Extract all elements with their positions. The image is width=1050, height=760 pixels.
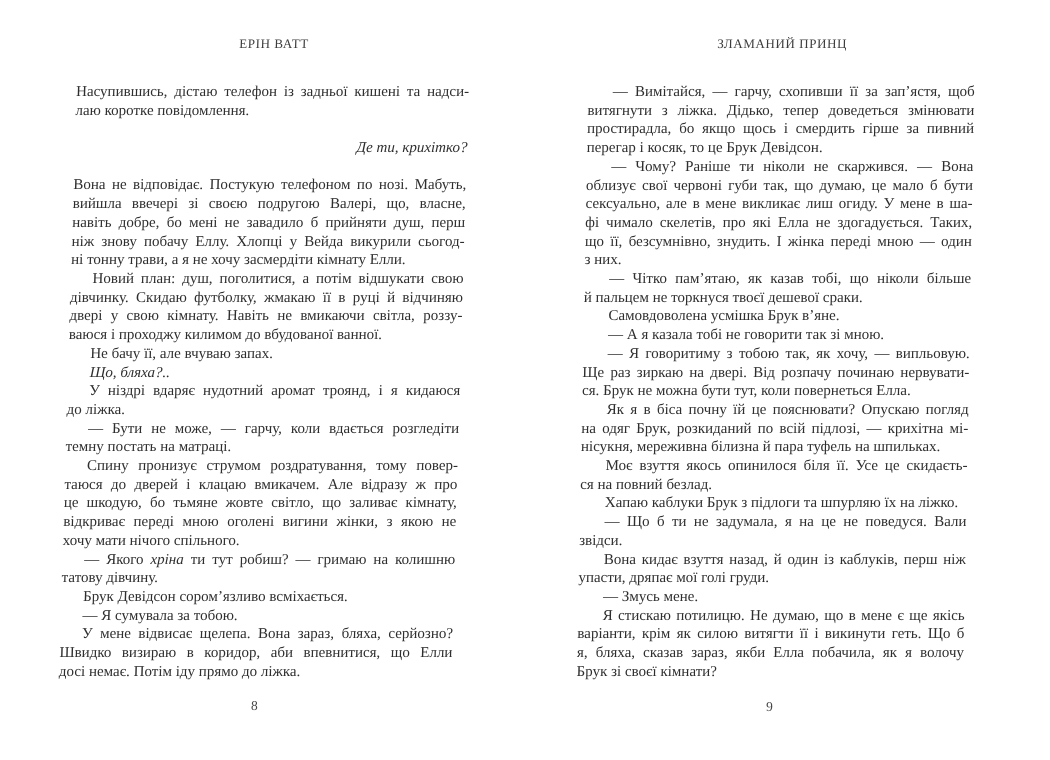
paragraph xyxy=(583,307,970,326)
text-line: — Бути не може, — гарчу, коли вдається розгледіти xyxy=(87,420,460,437)
text-line: упасти, дряпає мої голі груди. xyxy=(578,570,770,587)
text-line: лаю коротке повідомлення. xyxy=(75,102,250,119)
text-line: витягнути з ліжка. Дідько, тепер доведеться змінювати xyxy=(587,102,975,119)
text-line: Я стискаю потилицю. Не думаю, що в мене є ще якісь xyxy=(602,607,965,624)
paragraph xyxy=(69,270,464,345)
text-line: з них. xyxy=(584,252,622,269)
paragraph xyxy=(581,401,969,457)
paragraph xyxy=(580,457,968,494)
paragraph xyxy=(582,345,970,401)
paragraph xyxy=(60,607,454,626)
text-line: Насупившись, дістаю телефон із задньої кишені та надси- xyxy=(75,84,470,100)
page-right xyxy=(576,28,976,715)
text-line: ні тонну трави, а я не хочу засмердіти кімнату Елли. xyxy=(70,252,406,269)
text-line: простирадла, бо якщо щось і смердить гірше за пивний xyxy=(586,121,975,138)
paragraph xyxy=(584,270,972,307)
text-line: облизує свої червоні губи так, що думаю, це мало б бути xyxy=(585,177,974,194)
text-line: — А я казала тобі не говорити так зі мною. xyxy=(607,327,885,344)
text-line: — Що б ти не задумала, я на це не поведуся. Вали xyxy=(604,514,967,531)
text-line: — Вимітайся, — гарчу, схопивши її за зап’ястя, щоб xyxy=(612,84,975,100)
paragraph xyxy=(66,382,460,419)
paragraph xyxy=(578,588,965,607)
running-header-author: ЕРІН ВАТТ xyxy=(239,36,310,51)
text-line: дівчинку. Скидаю футболку, жмакаю її в руці й відчиняю xyxy=(69,289,464,306)
text-line: — Якого хріна ти тут робиш? — гримаю на колишню xyxy=(83,551,456,568)
page-left xyxy=(58,28,471,714)
text-line: Ще раз зиркаю на двері. Від розпачу починаю нервувати- xyxy=(582,364,970,381)
text-line: й пальцем не торкнуся твоєї дешевої сраки. xyxy=(583,289,863,306)
text-line: ваюся і проходжу килимом до вбудованої ванної. xyxy=(68,327,383,344)
paragraph xyxy=(65,420,459,457)
text-line: звідси. xyxy=(578,532,623,549)
text-line: татову дівчину. xyxy=(61,570,159,587)
text-line: нісукня, мереживна білизна й пара туфель на шпильках. xyxy=(580,439,941,456)
text-line: хочу мати нічого спільного. xyxy=(62,532,240,549)
text-line: Як я в біса почну їй це пояснювати? Опускаю погляд xyxy=(606,401,969,418)
paragraph xyxy=(61,551,455,588)
text-line: Хапаю каблуки Брук з підлоги та шпурляю їх на ліжко. xyxy=(604,495,959,512)
text-line: Самовдоволена усмішка Брук в’яне. xyxy=(608,308,840,325)
text-line: ся. Брук не можна бути тут, коли повернеться Елла. xyxy=(581,383,911,400)
paragraph xyxy=(68,345,462,364)
text-line: У мене відвисає щелепа. Вона зараз, бляха, серйозно? xyxy=(81,626,454,643)
text-line: фі чимало скелетів, про які Елла не здогадується. Таких, xyxy=(585,214,973,231)
text-line: сексуально, але в мене викликає лиш огиду. У мене в ша- xyxy=(585,196,973,213)
text-line: — Я говоритиму з тобою так, як хочу, — випльовую. xyxy=(607,345,970,362)
text-line: двері у свою кімнату. Навіть не вмикаючи світла, роззу- xyxy=(69,308,463,325)
page-body xyxy=(576,83,974,682)
text-line: темну постать на матраці. xyxy=(65,439,232,456)
text-line: — Змусь мене. xyxy=(602,588,699,605)
text-line: це шкодую, бо тьмяне жовте світло, що заливає кімнату, xyxy=(63,495,458,512)
paragraph xyxy=(75,83,469,120)
text-line: варіанти, крім як силою витягти її і викинути геть. Що б xyxy=(577,626,965,643)
running-header-title: ЗЛАМАНИЙ ПРИНЦ xyxy=(717,36,848,51)
text-line: Новий план: душ, поголитися, а потім відшукати свою xyxy=(92,271,464,287)
text-line: Вона не відповідає. Постукую телефоном по нозі. Мабуть, xyxy=(73,177,467,194)
text-line: — Чому? Раніше ти ніколи не скаржився. — Вона xyxy=(611,158,974,175)
text-line: на одяг Брук, розкиданий по всій підлозі, — крихітна мі- xyxy=(581,420,969,437)
text-line: Брук зі своєї кімнати? xyxy=(576,663,718,680)
text-line: Де ти, крихітко? xyxy=(356,140,468,157)
paragraph xyxy=(62,457,458,551)
paragraph xyxy=(576,607,964,682)
text-line: Спину пронизує струмом роздратування, тому повер- xyxy=(86,458,459,475)
text-line: до ліжка. xyxy=(66,401,126,418)
text-line: досі немає. Потім іду прямо до ліжка. xyxy=(58,663,301,680)
text-line: Не бачу її, але вчуваю запах. xyxy=(90,345,274,362)
paragraph xyxy=(59,625,454,681)
text-line: — Я сумувала за тобою. xyxy=(82,607,238,624)
text-line: Швидко визираю в коридор, аби впевнитися, що Елли xyxy=(59,645,453,662)
text-line: — Чітко пам’ятаю, як казав тобі, що ніколи більше xyxy=(609,271,972,288)
text-line: Вона кидає взуття назад, й один із каблуків, перш ніж xyxy=(603,551,966,568)
text-line: таюся до дверей і клацаю вмикачем. Але відразу ж про xyxy=(64,476,458,493)
text-line: перегар і косяк, то це Брук Девідсон. xyxy=(586,140,823,157)
paragraph xyxy=(580,494,967,513)
sms-message xyxy=(74,139,468,158)
text-line: У ніздрі вдаряє нудотний аромат троянд, і я кидаюся xyxy=(88,383,461,400)
paragraph xyxy=(578,551,966,588)
text-line: ся на повний безлад. xyxy=(580,476,713,493)
page-body xyxy=(59,83,470,681)
page-number: 8 xyxy=(250,698,258,714)
text-line: Моє взуття якось опинилося біля її. Усе це скидаєть- xyxy=(605,458,968,475)
text-line: відкриває переді мною оголені вигини жінки, з якою не xyxy=(63,514,457,531)
text-line: я, бляха, сказав зараз, якби Елла побачила, як я волочу xyxy=(576,645,965,662)
paragraph xyxy=(583,326,970,345)
text-line: навіть добре, бо мені не завадило б прийняти душ, перш xyxy=(71,214,466,231)
paragraph xyxy=(67,364,461,383)
paragraph xyxy=(579,513,967,550)
paragraph xyxy=(61,588,455,607)
text-line: ніж знову побачу Еллу. Хлопці у Вейда викурили сьогод- xyxy=(71,233,465,250)
paragraph xyxy=(587,83,975,158)
paragraph xyxy=(71,176,467,270)
text-line: що її, безсумнівно, знудить. І жінка переді мною — один xyxy=(584,233,973,250)
paragraph xyxy=(584,158,973,270)
text-line: Що, бляха?.. xyxy=(89,364,171,381)
page-number: 9 xyxy=(765,698,774,714)
text-line: Брук Девідсон сором’язливо всміхається. xyxy=(82,588,349,605)
text-line: вийшла ввечері зі своєю подругою Валері, що, власне, xyxy=(72,196,467,213)
